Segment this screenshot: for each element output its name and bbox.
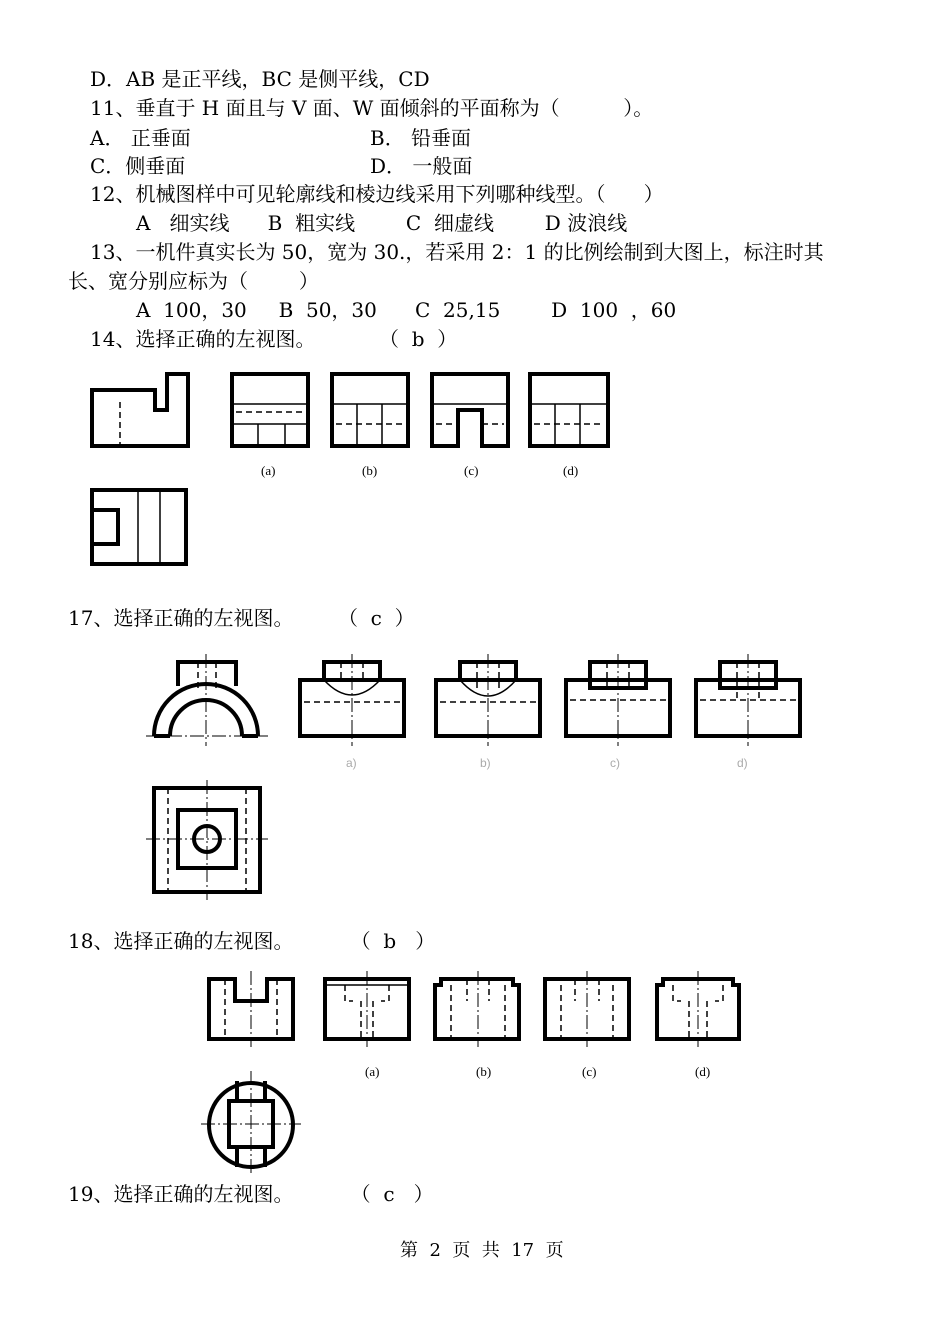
q14-option-b bbox=[332, 374, 408, 446]
q18-figure bbox=[195, 965, 755, 1175]
q17-caption-b: b) bbox=[480, 756, 491, 770]
q17-caption-c: c) bbox=[610, 756, 620, 770]
q14-figure bbox=[80, 360, 640, 580]
question-11: 11、垂直于 H 面且与 V 面、W 面倾斜的平面称为（ ）。 bbox=[90, 96, 654, 120]
q14-caption-c: (c) bbox=[464, 463, 479, 478]
question-13-line2: 长、宽分别应标为（ ） bbox=[68, 269, 319, 293]
q18-option-b bbox=[435, 971, 519, 1047]
q12-options: A 细实线 B 粗实线 C 细虚线 D 波浪线 bbox=[136, 211, 628, 235]
page-footer: 第 2 页 共 17 页 bbox=[400, 1240, 564, 1261]
q17-figure bbox=[140, 650, 820, 900]
q17-option-d bbox=[696, 654, 800, 746]
q18-option-c bbox=[545, 971, 629, 1047]
q14-caption-a: (a) bbox=[261, 463, 276, 478]
q14-option-d bbox=[530, 374, 608, 446]
question-13-line1: 13、一机件真实长为 50，宽为 30.，若采用 2：1 的比例绘制到大图上，标注时其 bbox=[90, 240, 824, 264]
q14-option-a bbox=[232, 374, 308, 446]
question-17: 17、选择正确的左视图。 （ c ） bbox=[68, 606, 415, 630]
q14-caption-d: (d) bbox=[563, 463, 579, 478]
q18-option-a bbox=[325, 971, 409, 1047]
q18-caption-d: (d) bbox=[695, 1064, 711, 1079]
question-18: 18、选择正确的左视图。 （ b ） bbox=[68, 929, 436, 953]
q14-caption-b: (b) bbox=[362, 463, 378, 478]
q17-top-view bbox=[146, 780, 268, 900]
q14-option-c bbox=[432, 374, 508, 446]
q11-option-a: A． 正垂面 bbox=[90, 126, 191, 150]
q18-option-d bbox=[657, 971, 739, 1047]
q17-option-b bbox=[436, 654, 540, 746]
q17-front-view bbox=[146, 654, 268, 746]
question-14: 14、选择正确的左视图。 （ b ） bbox=[90, 327, 458, 351]
option-d-line: D．AB 是正平线，BC 是侧平线，CD bbox=[90, 67, 430, 91]
q14-top-view bbox=[92, 490, 186, 564]
q18-top-view bbox=[201, 1071, 301, 1175]
q18-caption-b: (b) bbox=[476, 1064, 492, 1079]
q17-caption-d: d) bbox=[737, 756, 748, 770]
q18-front-view bbox=[209, 971, 293, 1047]
q17-option-c bbox=[566, 654, 670, 746]
question-12: 12、机械图样中可见轮廓线和棱边线采用下列哪种线型。（ ） bbox=[90, 182, 664, 206]
q18-caption-c: (c) bbox=[582, 1064, 597, 1079]
q13-options: A 100，30 B 50，30 C 25,15 D 100 ，60 bbox=[136, 298, 677, 322]
question-19: 19、选择正确的左视图。 （ c ） bbox=[68, 1182, 434, 1206]
q14-front-view bbox=[92, 374, 188, 446]
q11-option-b: B． 铅垂面 bbox=[370, 126, 472, 150]
q17-caption-a: a) bbox=[346, 756, 357, 770]
q11-option-d: D． 一般面 bbox=[370, 154, 473, 178]
q17-option-a bbox=[300, 654, 404, 746]
q11-option-c: C．侧垂面 bbox=[90, 154, 186, 178]
q18-caption-a: (a) bbox=[365, 1064, 380, 1079]
